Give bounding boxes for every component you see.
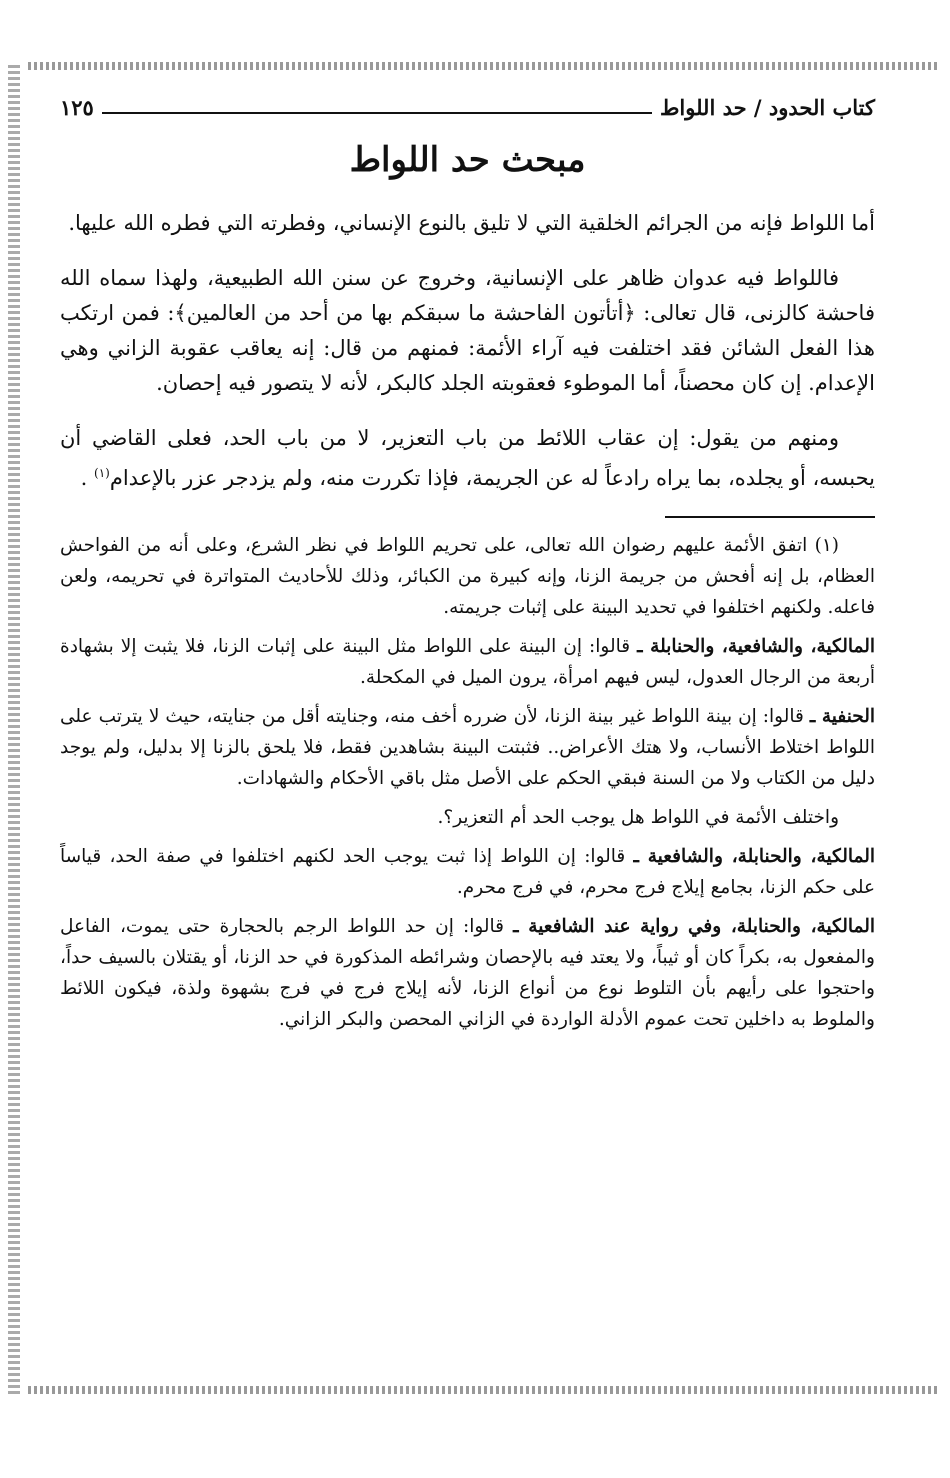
- page-number: ١٢٥: [60, 95, 94, 120]
- footnote: [60, 802, 875, 833]
- running-header: [60, 90, 875, 120]
- footnote-lead: المالكية، والحنابلة، وفي رواية عند الشافعية ـ: [513, 916, 876, 937]
- header-rule: [102, 112, 652, 114]
- footnote-text: (١) اتفق الأئمة عليهم رضوان الله تعالى، على تحريم اللواط في نظر الشرع، وعلى أنه من الفواحش العظام، بل إنه أفحش من جريمة الزنا، وإنه كبيرة من الكبائر، وذلك للأحاديث المتواترة في تحريمه، ولعن فاعله. ولكنهم اختلفوا في تحديد البينة على إثبات جريمته.: [60, 535, 875, 618]
- footnote-reference: (١): [94, 466, 110, 480]
- page-border-top: [28, 62, 940, 70]
- body-paragraph-text: ومنهم من يقول: إن عقاب اللائط من باب التعزير، لا من باب الحد، فعلى القاضي أن يحبسه، أو يجلده، بما يراه رادعاً له عن الجريمة، فإذا تكررت منه، ولم يزدجر عزر بالإعدام: [60, 426, 875, 490]
- footnote-text: واختلف الأئمة في اللواط هل يوجب الحد أم التعزير؟.: [437, 807, 839, 828]
- footnote-text: قالوا: إن بينة اللواط غير بينة الزنا، لأن ضرره أخف منه، وجنايته أقل من جنايته، حيث لا يترتب على اللواط اختلاط الأنساب، ولا هتك الأعراض.. فثبتت البينة بشاهدين فقط، فلا يلحق بالزنا إلا بدليل، ولم يوجد دليل من الكتاب ولا من السنة فبقي الحكم على الأصل مثل باقي الأحكام والشهادات.: [60, 706, 875, 789]
- footnote-lead: المالكية، والحنابلة، والشافعية ـ: [633, 846, 875, 867]
- footnote-lead: المالكية، والشافعية، والحنابلة ـ: [637, 636, 875, 657]
- footnote: [60, 911, 875, 1035]
- footnote-text: قالوا: إن حد اللواط الرجم بالحجارة حتى يموت، الفاعل والمفعول به، بكراً كان أو ثيباً، ولا يعتد فيه بالإحصان وشرائطه المذكورة في حد الزنا، أو يقتلان بالسيف حداً، واحتجوا على رأيهم بأن التلوط نوع من أنواع الزنا، لأنه إيلاج فرج في فرج بشهوة ولذة، فيكون اللائط والملوط به داخلين تحت عموم الأدلة الواردة في الزاني المحصن والبكر الزاني.: [60, 916, 875, 1030]
- footnote-text: قالوا: إن اللواط إذا ثبت يوجب الحد لكنهم اختلفوا في صفة الحد، قياساً على حكم الزنا، بجامع إيلاج فرج محرم، في فرج محرم.: [60, 846, 875, 898]
- page-border-bottom: [28, 1386, 940, 1394]
- footnote: [60, 841, 875, 903]
- footnote: [60, 530, 875, 623]
- running-title: كتاب الحدود / حد اللواط: [659, 95, 875, 120]
- book-page: [60, 90, 875, 1043]
- footnote-separator: [665, 516, 875, 518]
- section-title: مبحث حد اللواط: [349, 140, 586, 180]
- footnote-text: قالوا: إن البينة على اللواط مثل البينة على إثبات الزنا، فلا يثبت إلا بشهادة أربعة من الرجال العدول، ليس فيهم امرأة، يرون الميل في المكحلة.: [60, 636, 875, 688]
- body-paragraph: أما اللواط فإنه من الجرائم الخلقية التي لا تليق بالنوع الإنساني، وفطرته التي فطره الله عليها.: [68, 211, 875, 235]
- footnote: [60, 701, 875, 794]
- body-paragraph: فاللواط فيه عدوان ظاهر على الإنسانية، وخروج عن سنن الله الطبيعية، ولهذا سماه الله فاحشة كالزنى، قال تعالى: ﴿أتأتون الفاحشة ما سبقكم بها من أحد من العالمين﴾: فمن ارتكب هذا الفعل الشائن فقد اختلفت فيه آراء الأئمة: فمنهم من قال: إنه يعاقب عقوبة الزاني وهي الإعدام. إن كان محصناً، أما الموطوء فعقوبته الجلد كالبكر، لأنه لا يتصور فيه إحصان.: [60, 266, 875, 395]
- footnote: [60, 631, 875, 693]
- page-border-left: [8, 62, 20, 1394]
- footnote-lead: الحنفية ـ: [809, 706, 875, 727]
- body-paragraph: ومنهم من يقول: إن عقاب اللائط من باب التعزير، لا من باب الحد، فعلى القاضي أن يحبسه، أو يجلده، بما يراه رادعاً له عن الجريمة، فإذا تكررت منه، ولم يزدجر عزر بالإعدام$^{(١)}$ .: [60, 426, 875, 490]
